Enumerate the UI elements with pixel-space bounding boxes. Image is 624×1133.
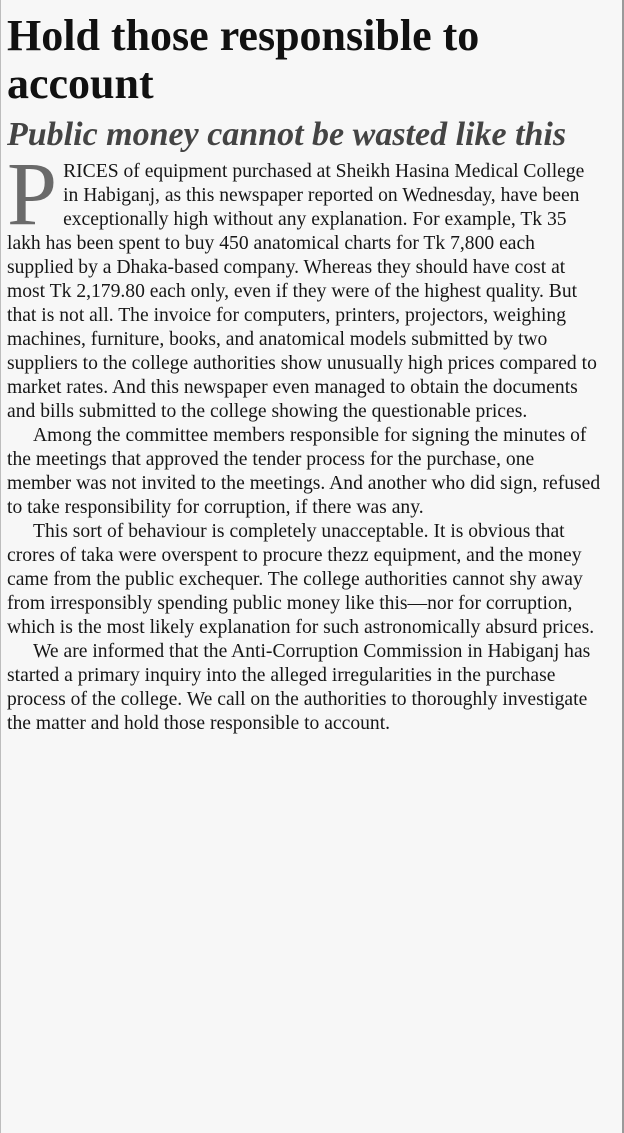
paragraph-1-text: RICES of equipment purchased at Sheikh Hasina Medical College in Habiganj, as this newspaper reported on Wednesday, have been exceptionally high without any explanation. For example, Tk 35 lakh has been spent to buy 450 anatomical charts for Tk 7,800 each supplied by a Dhaka-based company. Whereas they should have cost at most Tk 2,179.80 each only, even if they were of the highest quality. But that is not all. The invoice for computers, printers, projectors, weighing machines, furniture, books, and anatomical models submitted by two suppliers to the college authorities show unusually high prices compared to market rates. And this newspaper even managed to obtain the documents and bills submitted to the college showing the questionable prices. xyxy=(7,161,597,422)
paragraph-3: This sort of behaviour is completely unacceptable. It is obvious that crores of taka were overspent to procure thezz equipment, and the money came from the public exchequer. The college authorities cannot shy away from irresponsibly spending public money like this—nor for corruption, which is the most likely explanation for such astronomically absurd prices. xyxy=(7,521,595,638)
editorial-article xyxy=(7,12,603,736)
article-body xyxy=(7,145,603,736)
paragraph-4: We are informed that the Anti-Corruption Commission in Habiganj has started a primary inquiry into the alleged irregularities in the purchase process of the college. We call on the authorities to thoroughly investigate the matter and hold those responsible to account. xyxy=(7,641,591,734)
paragraph-1 xyxy=(7,145,603,424)
subheadline: Public money cannot be wasted like this xyxy=(7,116,567,153)
headline: Hold those responsible to account xyxy=(7,11,480,108)
paragraph-2: Among the committee members responsible for signing the minutes of the meetings that approved the tender process for the purchase, one member was not invited to the meetings. And another who did sign, refused to take responsibility for corruption, if there was any. xyxy=(7,425,601,518)
drop-cap: P xyxy=(7,145,58,244)
